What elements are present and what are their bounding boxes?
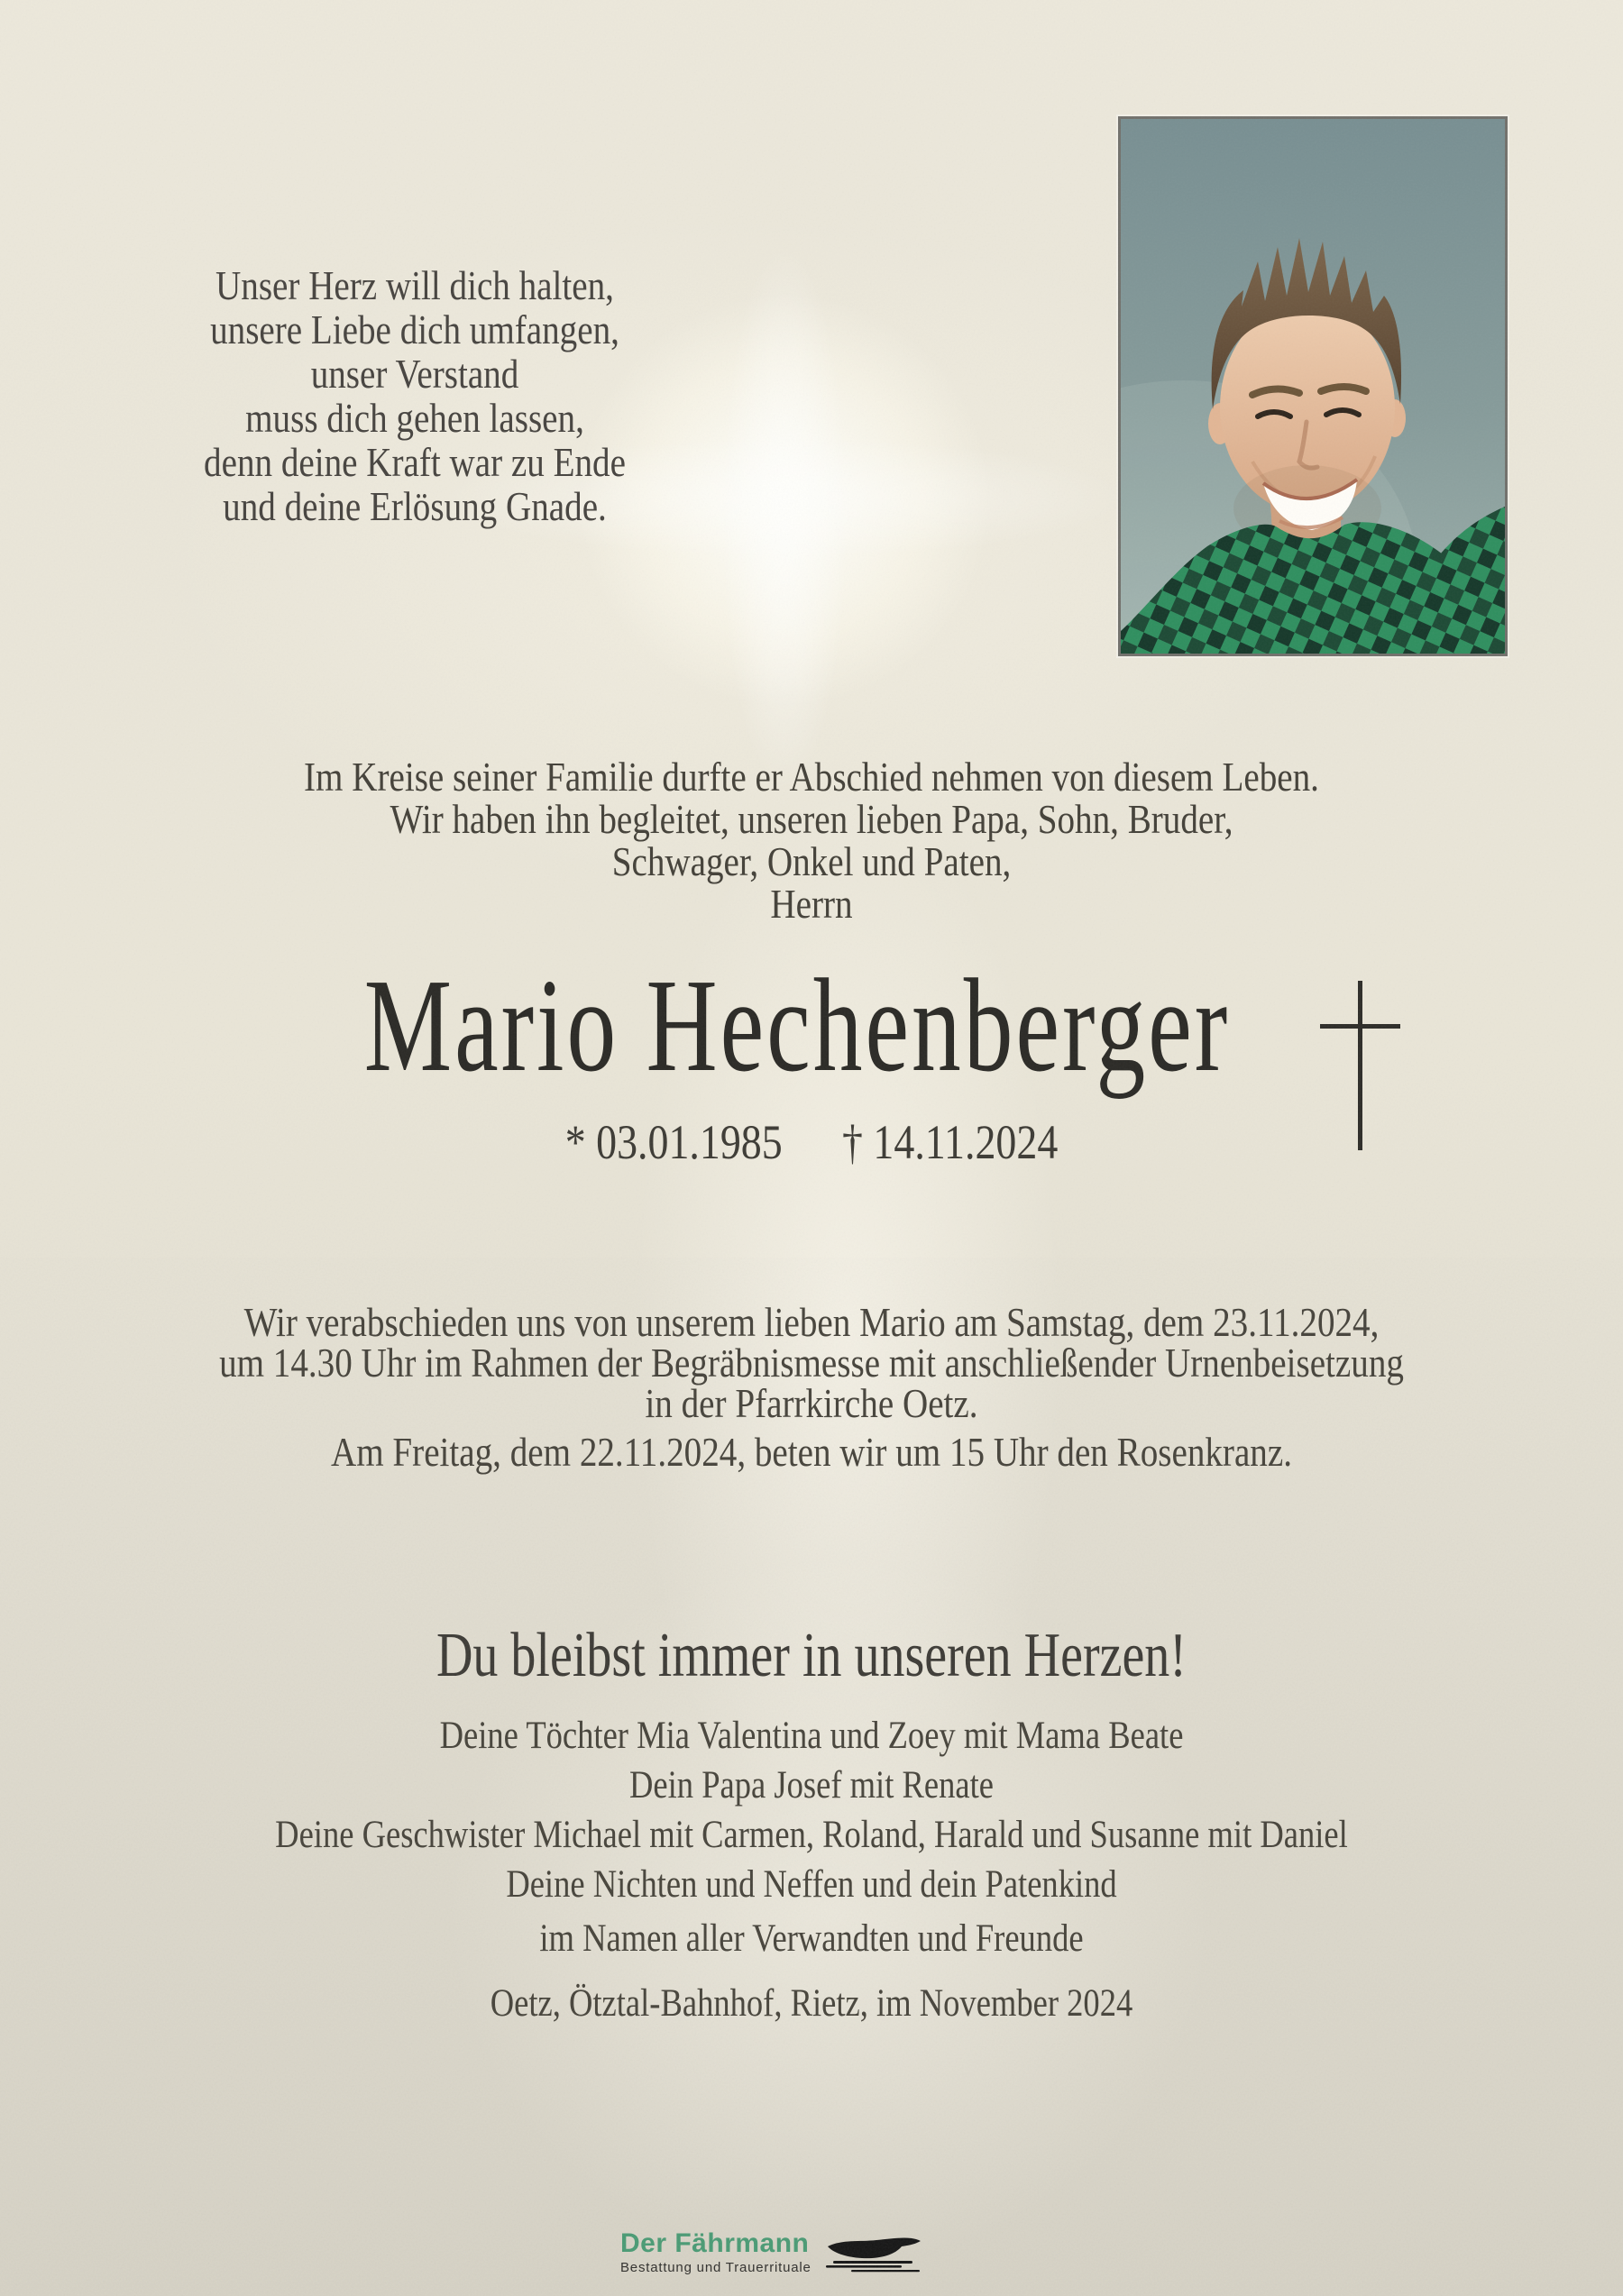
poem-line: unser Verstand [310, 351, 519, 397]
funeral-details [122, 1299, 1501, 1426]
family-line: Deine Nichten und Neffen und dein Patenkind [506, 1863, 1117, 1906]
family-line: Deine Geschwister Michael mit Carmen, Roland, Harald und Susanne mit Daniel [275, 1814, 1348, 1856]
life-dates [122, 1116, 1501, 1168]
brand-tagline: Bestattung und Trauerrituale [620, 2260, 812, 2275]
cross-horizontal-bar [1320, 1024, 1400, 1029]
poem-line: denn deine Kraft war zu Ende [204, 439, 626, 485]
poem-line: unsere Liebe dich umfangen, [210, 306, 619, 352]
brand-text-block [620, 2230, 812, 2275]
birth-date: * 03.01.1985 [564, 1115, 783, 1169]
intro-line: Im Kreise seiner Familie durfte er Abschied nehmen von diesem Leben. [304, 754, 1319, 800]
deceased-name-text: Mario Hechenberger [363, 952, 1231, 1100]
funeral-line: Wir verabschieden uns von unserem lieben Mario am Samstag, dem 23.11.2024, [243, 1299, 1380, 1345]
poem-line: muss dich gehen lassen, [245, 395, 584, 441]
portrait-photo [1121, 119, 1505, 654]
family-list [122, 1711, 1501, 1909]
farewell-heading-text: Du bleibst immer in unseren Herzen! [436, 1621, 1187, 1690]
rosary-line: Am Freitag, dem 22.11.2024, beten wir um 15 Uhr den Rosenkranz. [330, 1429, 1292, 1475]
brand-name: Der Fährmann [620, 2228, 810, 2258]
poem-line: und deine Erlösung Gnade. [223, 483, 607, 529]
intro-line: Herrn [770, 881, 853, 927]
family-line: Dein Papa Josef mit Renate [629, 1764, 994, 1807]
photo-frame [1118, 116, 1508, 656]
closing-line: im Namen aller Verwandten und Freunde [539, 1917, 1084, 1960]
intro-paragraph [122, 755, 1501, 925]
intro-line: Wir haben ihn begleitet, unseren lieben Papa, Sohn, Bruder, [390, 796, 1233, 842]
funeral-line: in der Pfarrkirche Oetz. [645, 1380, 978, 1426]
intro-line: Schwager, Onkel und Paten, [611, 838, 1012, 884]
poem-line: Unser Herz will dich halten, [215, 262, 614, 308]
death-date: † 14.11.2024 [842, 1115, 1059, 1169]
funeral-line: um 14.30 Uhr im Rahmen der Begräbnismesse mit anschließender Urnenbeisetzung [219, 1340, 1404, 1386]
funeral-home-logo [620, 2230, 923, 2275]
place-date-line: Oetz, Ötztal-Bahnhof, Rietz, im November 2024 [490, 1982, 1133, 2025]
poem [70, 263, 760, 528]
farewell-heading [0, 1623, 1623, 1689]
boat-icon [824, 2234, 923, 2275]
family-line: Deine Töchter Mia Valentina und Zoey mit Mama Beate [439, 1715, 1184, 1757]
